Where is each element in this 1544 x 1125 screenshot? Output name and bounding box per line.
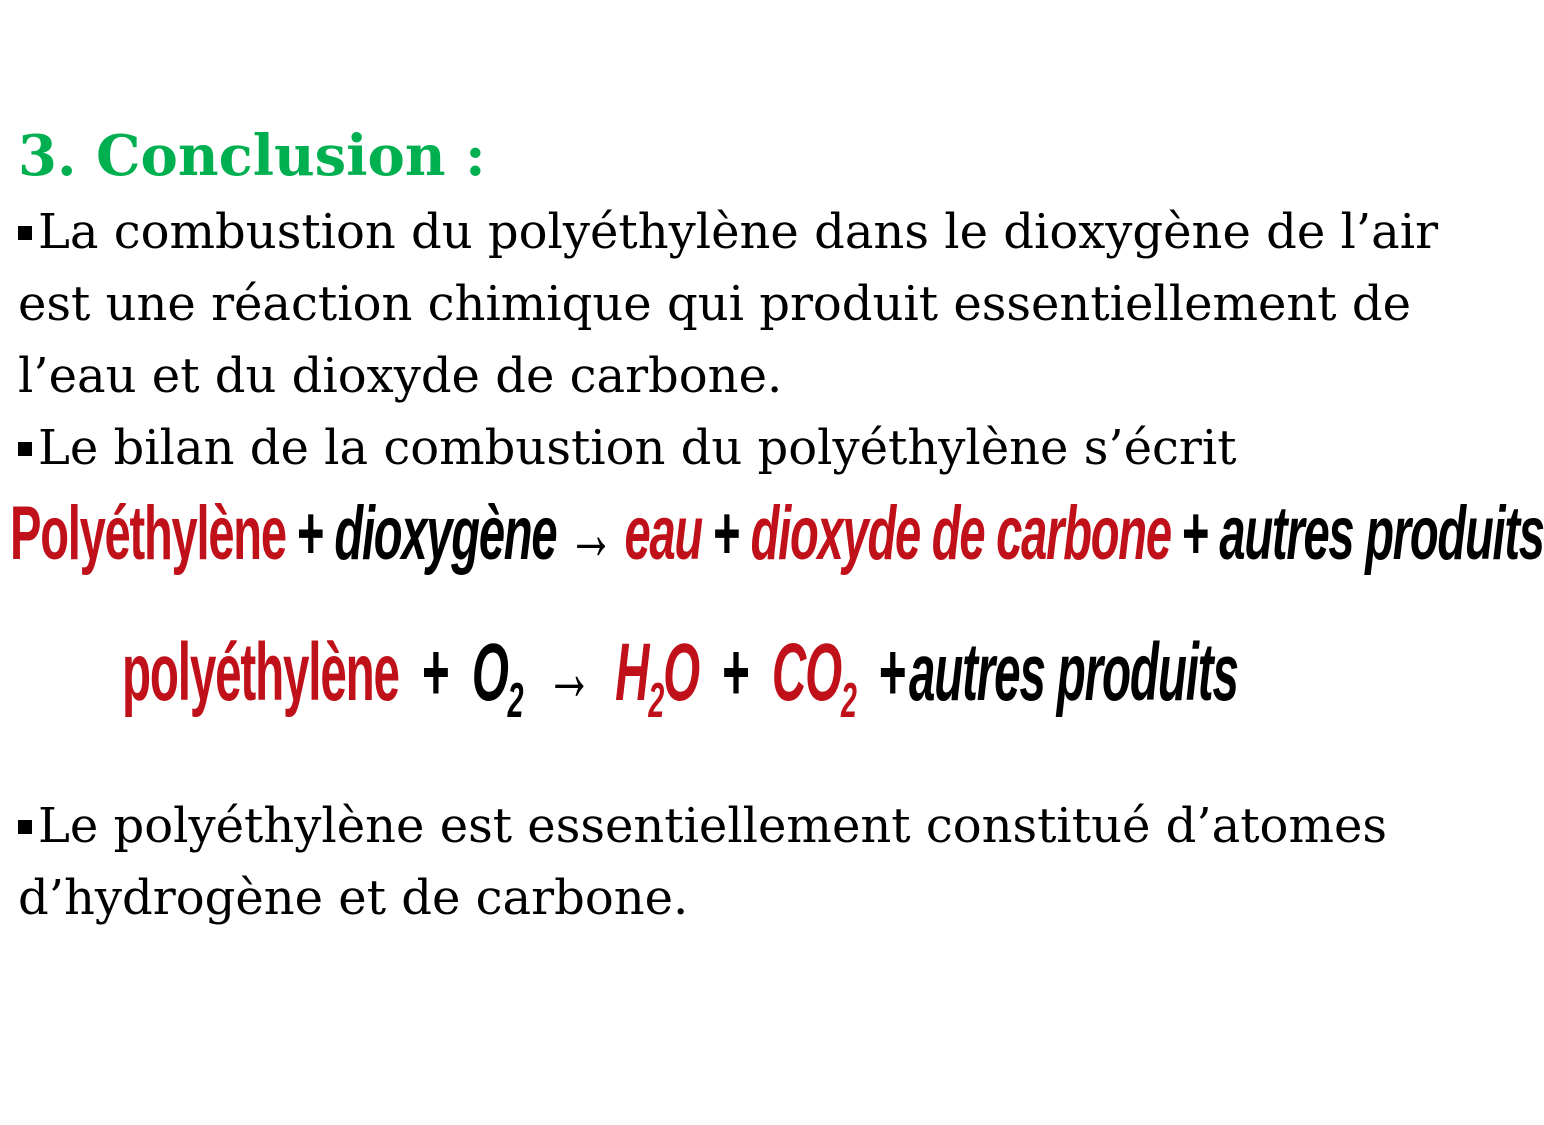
square-bullet-icon [18,820,32,834]
formula-reactant-polyethylene: polyéthylène [122,627,399,718]
formula-h2o-subscript: 2 [648,673,664,729]
paragraph-line: est une réaction chimique qui produit essentiellement de [18,276,1411,332]
formula-h2o-h: H [615,627,649,718]
equation-product-water: eau [624,491,702,576]
word-equation [10,484,1544,584]
square-bullet-icon [18,442,32,456]
formula-co2 [771,627,856,729]
bullet-paragraph-bilan [18,412,1236,484]
formula-o2-subscript: 2 [507,673,523,729]
equation-product-others: autres produits [1219,491,1544,576]
paragraph-line: Le polyéthylène est essentiellement constitué d’atomes [38,798,1387,854]
equation-product-carbon-dioxide: dioxyde de carbone [750,491,1171,576]
formula-co2-subscript: 2 [840,673,856,729]
formula-h2o [615,627,699,729]
formula-o2 [471,627,523,729]
section-heading [18,120,486,192]
formula-h2o-o: O [663,627,699,718]
equation-reactant-polyethylene: Polyéthylène [10,491,286,576]
plus-sign: + [1181,491,1209,576]
paragraph-line: d’hydrogène et de carbone. [18,870,689,926]
equation-reactant-dioxygen: dioxygène [334,491,557,576]
reaction-arrow: → [567,491,614,576]
formula-co2-base: CO [771,627,841,718]
bullet-paragraph-composition [18,790,1387,934]
plus-sign: + [878,627,906,718]
reaction-arrow: → [545,627,592,718]
heading-text: 3. Conclusion : [18,123,486,189]
square-bullet-icon [18,226,32,240]
plus-sign: + [722,627,749,718]
paragraph-line: l’eau et du dioxyde de carbone. [18,348,783,404]
plus-sign: + [713,491,740,576]
plus-sign: + [422,627,449,718]
formula-equation [122,618,1238,756]
paragraph-line: Le bilan de la combustion du polyéthylène s’écrit [38,420,1237,476]
formula-product-others: autres produits [908,627,1238,718]
plus-sign: + [296,491,324,576]
bullet-paragraph-combustion [18,196,1438,412]
paragraph-line: La combustion du polyéthylène dans le dioxygène de l’air [38,204,1439,260]
formula-o2-base: O [471,627,508,718]
